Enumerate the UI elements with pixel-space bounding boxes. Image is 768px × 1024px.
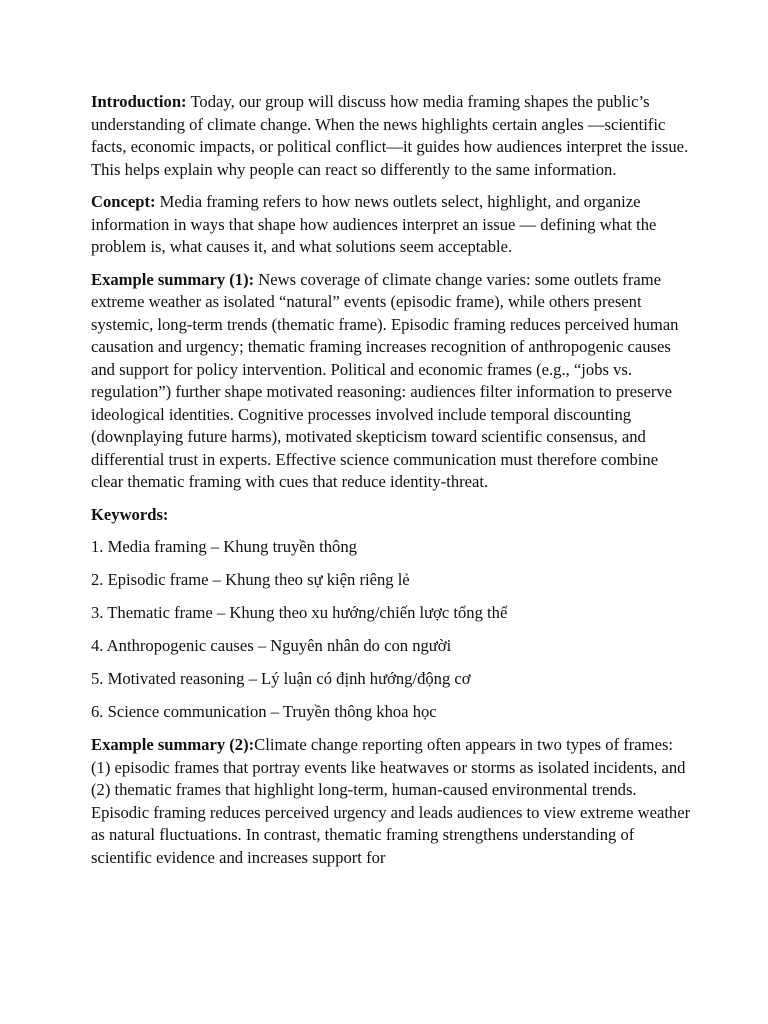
keyword-item: 5. Motivated reasoning – Lý luận có định hướng/động cơ	[91, 669, 471, 688]
keyword-item: 4. Anthropogenic causes – Nguyên nhân do con người	[91, 636, 452, 655]
keyword-item: 2. Episodic frame – Khung theo sự kiện riêng lẻ	[91, 570, 410, 589]
example-summary-2-text: Climate change reporting often appears in two types of frames: (1) episodic frames that portray events like heatwaves or storms as isolated incidents, and (2) thematic frames that highlight long-term, human-caused environmental trends. Episodic framing reduces perceived urgency and leads audiences to view extreme weather as natural fluctuations. In contrast, thematic framing strengthens understanding of scientific evidence and increases support for	[91, 735, 691, 867]
concept-label: Concept:	[91, 192, 156, 211]
introduction-paragraph	[91, 91, 691, 181]
keyword-item: 6. Science communication – Truyền thông khoa học	[91, 702, 437, 721]
concept-text: Media framing refers to how news outlets select, highlight, and organize information in ways that shape how audiences interpret an issue — defining what the problem is, what causes it, and what solutions seem acceptable.	[91, 192, 657, 256]
example-summary-1-text: News coverage of climate change varies: some outlets frame extreme weather as isolated “natural” events (episodic frame), while others present systemic, long-term trends (thematic frame). Episodic framing reduces perceived human causation and urgency; thematic framing increases recognition of anthropogenic causes and support for policy intervention. Political and economic frames (e.g., “jobs vs. regulation”) further shape motivated reasoning: audiences filter information to preserve ideological identities. Cognitive processes involved include temporal discounting (downplaying future harms), motivated skepticism toward scientific consensus, and differential trust in experts. Effective science communication must therefore combine clear thematic framing with cues that reduce identity-threat.	[91, 269, 679, 491]
keyword-item: 3. Thematic frame – Khung theo xu hướng/chiến lược tổng thể	[91, 603, 508, 622]
example-summary-1-paragraph	[91, 269, 691, 494]
document-page	[91, 91, 691, 879]
keywords-heading: Keywords:	[91, 504, 169, 524]
concept-paragraph	[91, 191, 691, 259]
example-summary-1-label: Example summary (1):	[91, 269, 255, 289]
example-summary-2-paragraph	[91, 734, 691, 869]
example-summary-2-label: Example summary (2):	[91, 735, 255, 754]
introduction-label: Introduction:	[91, 92, 187, 111]
introduction-text: Today, our group will discuss how media framing shapes the public’s understanding of climate change. When the news highlights certain angles —scientific facts, economic impacts, or political conflict—it guides how audiences interpret the issue. This helps explain why people can react so differently to the same information.	[91, 92, 689, 179]
keyword-item: 1. Media framing – Khung truyền thông	[91, 537, 357, 556]
